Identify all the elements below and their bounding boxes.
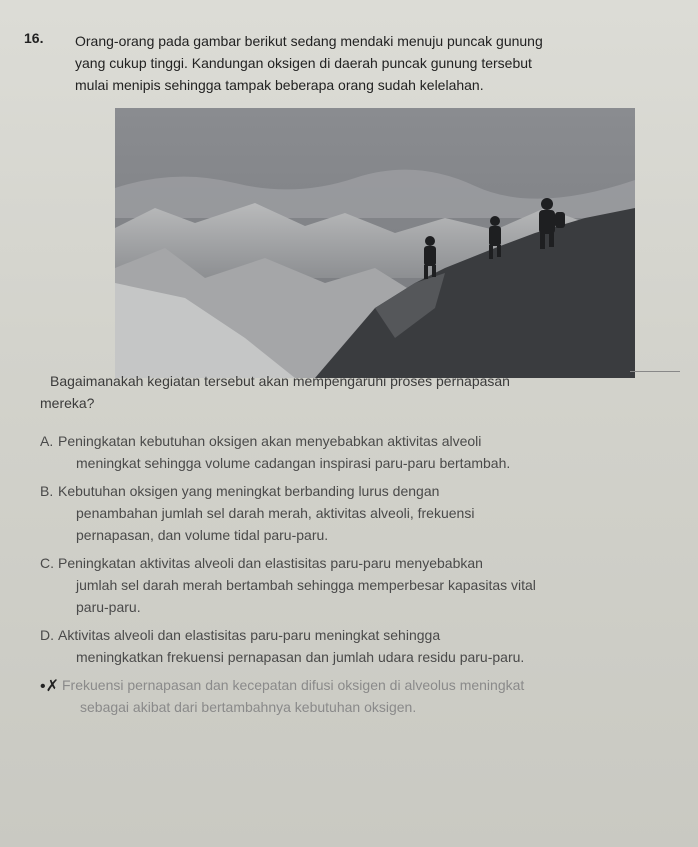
option-c[interactable]	[40, 552, 680, 618]
option-line: sebagai akibat dari bertambahnya kebutuhan oksigen.	[80, 699, 417, 715]
mountain-climbers-photo	[115, 108, 635, 378]
option-line: jumlah sel darah merah bertambah sehingga memperbesar kapasitas vital	[76, 577, 536, 593]
prompt-line: Bagaimanakah kegiatan tersebut akan mempengaruhi proses pernapasan	[50, 373, 510, 389]
option-letter: C.	[40, 555, 54, 571]
option-line: pernapasan, dan volume tidal paru-paru.	[76, 527, 329, 543]
option-b[interactable]	[40, 480, 680, 546]
stem-line: mulai menipis sehingga tampak beberapa orang sudah kelelahan.	[75, 77, 484, 93]
option-line: penambahan jumlah sel darah merah, aktivitas alveoli, frekuensi	[76, 505, 475, 521]
prompt-line: mereka?	[40, 395, 95, 411]
option-a[interactable]	[40, 430, 680, 474]
option-line: Aktivitas alveoli dan elastisitas paru-paru meningkat sehingga	[58, 627, 441, 643]
option-letter: A.	[40, 433, 54, 449]
answer-options	[40, 430, 680, 724]
option-line: Peningkatan kebutuhan oksigen akan menyebabkan aktivitas alveoli	[58, 433, 482, 449]
option-line: meningkatkan frekuensi pernapasan dan jumlah udara residu paru-paru.	[76, 649, 525, 665]
stem-line: yang cukup tinggi. Kandungan oksigen di daerah puncak gunung tersebut	[75, 55, 532, 71]
option-line: Peningkatan aktivitas alveoli dan elastisitas paru-paru menyebabkan	[58, 555, 483, 571]
option-line: Kebutuhan oksigen yang meningkat berbanding lurus dengan	[58, 483, 440, 499]
option-letter: D.	[40, 627, 54, 643]
question-stem	[75, 30, 675, 96]
option-e[interactable]	[40, 674, 680, 718]
option-line: paru-paru.	[76, 599, 141, 615]
option-line: meningkat sehingga volume cadangan inspirasi paru-paru bertambah.	[76, 455, 511, 471]
question-prompt	[40, 370, 680, 414]
stem-line: Orang-orang pada gambar berikut sedang mendaki menuju puncak gunung	[75, 33, 543, 49]
option-line: Frekuensi pernapasan dan kecepatan difusi oksigen di alveolus meningkat	[62, 677, 525, 693]
question-number: 16.	[24, 30, 44, 46]
handwritten-cross-mark: •✗	[40, 678, 60, 695]
option-d[interactable]	[40, 624, 680, 668]
option-letter: B.	[40, 483, 54, 499]
